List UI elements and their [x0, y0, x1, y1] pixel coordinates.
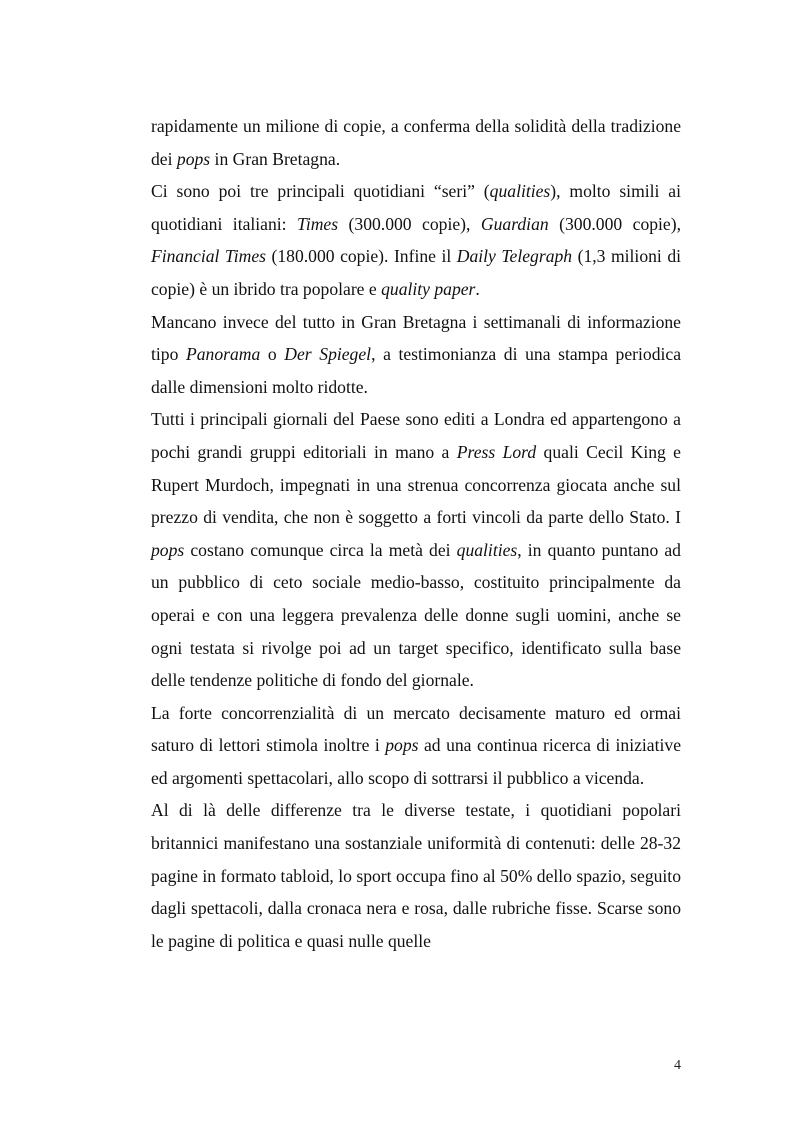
paragraph-5 — [151, 697, 681, 795]
paragraph-4 — [151, 403, 681, 696]
paragraph-3 — [151, 306, 681, 404]
italic-term: Der Spiegel — [284, 344, 372, 365]
text-run: quali Cecil King e Rupert Murdoch, impegnati in una strenua concorrenza giocata anche sul prezzo di vendita, che non è soggetto a forti vincoli da parte dello Stato. I — [151, 441, 681, 528]
text-run: Tutti i principali giornali del Paese sono editi a Londra ed appartengono a pochi grandi gruppi editoriali in mano a — [151, 409, 681, 462]
text-run: La forte concorrenzialità di un mercato decisamente maturo ed ormai saturo di lettori stimola inoltre i — [151, 702, 681, 756]
text-run: (1,3 milioni di copie) è un ibrido tra popolare e — [151, 246, 682, 299]
text-run: ), molto simili ai quotidiani italiani: — [151, 181, 681, 234]
italic-term: Panorama — [185, 344, 261, 365]
italic-term: Guardian — [480, 213, 549, 234]
page-number: 4 — [674, 1058, 681, 1073]
italic-term: Daily Telegraph — [456, 246, 573, 267]
italic-term: quality paper — [381, 278, 476, 299]
text-run: (180.000 copie). Infine il — [266, 246, 457, 267]
italic-term: Press Lord — [456, 441, 537, 462]
paragraph-1 — [151, 110, 681, 175]
text-run: . — [475, 278, 480, 299]
text-run: costano comunque circa la metà dei — [184, 539, 457, 560]
paragraph-2 — [151, 175, 681, 305]
text-run: , in quanto puntano ad un pubblico di ceto sociale medio-basso, costituito principalmente da operai e con una leggera prevalenza delle donne sugli uomini, anche se ogni testata si rivolge poi ad un target specifico, identificato sulla base delle tendenze politiche di fondo del giornale. — [151, 539, 681, 691]
text-run: , a testimonianza di una stampa periodica dalle dimensioni molto ridotte. — [151, 344, 682, 397]
text-run: in Gran Bretagna. — [210, 148, 341, 169]
text-run: ad una continua ricerca di iniziative ed argomenti spettacolari, allo scopo di sottrarsi il pubblico a vicenda. — [151, 735, 681, 788]
text-run: Mancano invece del tutto in Gran Bretagna i settimanali di informazione tipo — [151, 311, 681, 365]
text-run: rapidamente un milione di copie, a conferma della solidità della tradizione dei — [151, 116, 681, 169]
text-run: (300.000 copie), — [338, 213, 481, 234]
italic-term: Times — [297, 213, 339, 234]
italic-term: pops — [151, 539, 185, 560]
text-run: Al di là delle differenze tra le diverse testate, i quotidiani popolari britannici manifestano una sostanziale uniformità di contenuti: delle 28-32 pagine in formato tabloid, lo sport occupa fino al 50% dello spazio, seguito dagli spettacoli, dalla cronaca nera e rosa, dalle rubriche fisse. Scarse sono le pagine di politica e quasi nulle quelle — [151, 800, 681, 951]
italic-term: qualities — [456, 539, 518, 560]
paragraph-6 — [151, 794, 681, 957]
italic-term: qualities — [489, 181, 551, 202]
italic-term: Financial Times — [151, 246, 266, 267]
body-text — [151, 110, 681, 957]
italic-term: pops — [176, 148, 211, 169]
text-run: Ci sono poi tre principali quotidiani “seri” ( — [151, 181, 490, 202]
text-run: (300.000 copie), — [548, 213, 681, 234]
text-run: o — [260, 344, 285, 365]
italic-term: pops — [385, 735, 419, 756]
